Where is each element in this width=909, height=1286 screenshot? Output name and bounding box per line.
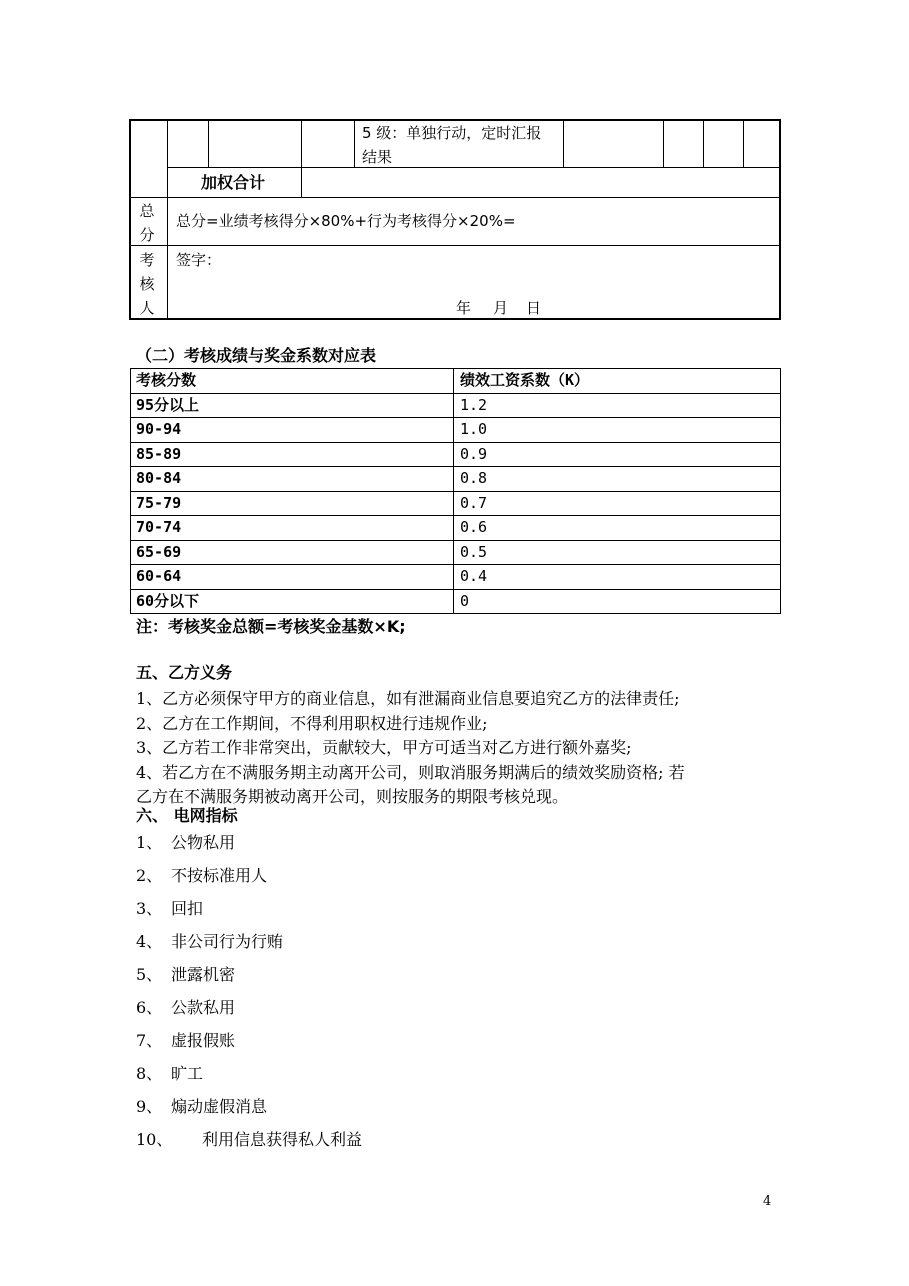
- coef-header-k: 绩效工资系数（K）: [460, 371, 590, 389]
- list-item-text: 虚报假账: [171, 1031, 236, 1050]
- list-item-text: 公物私用: [171, 833, 236, 852]
- date-month: 月: [493, 299, 509, 317]
- section5-title: 五、乙方义务: [136, 663, 233, 682]
- coef-cell-k: 1.0: [460, 420, 488, 438]
- coefficient-table-title: （二）考核成绩与奖金系数对应表: [136, 346, 377, 365]
- coef-cell-k: 0.8: [460, 469, 488, 487]
- list-item-number: 2、: [136, 866, 163, 885]
- coef-cell-score: 65-69: [136, 543, 182, 561]
- list-item-number: 3、: [136, 899, 163, 918]
- list-item-text: 旷工: [171, 1064, 204, 1083]
- section6-title: 六、 电网指标: [136, 806, 238, 825]
- obligation-line: 4、若乙方在不满服务期主动离开公司，则取消服务期满后的绩效奖励资格; 若: [136, 762, 685, 782]
- date-day: 日: [526, 299, 542, 317]
- coef-cell-k: 0.9: [460, 445, 488, 463]
- total-score-label: 总分: [139, 202, 155, 244]
- coef-cell-score: 95分以上: [136, 396, 200, 414]
- assessor-label: 考核人: [139, 251, 155, 317]
- list-item-number: 1、: [136, 833, 163, 852]
- coefficient-note: 注：考核奖金总额=考核奖金基数×K;: [136, 617, 406, 636]
- coef-cell-k: 0: [460, 592, 470, 610]
- coef-cell-score: 60分以下: [136, 592, 200, 610]
- coef-cell-score: 90-94: [136, 420, 182, 438]
- coef-cell-k: 0.6: [460, 518, 488, 536]
- list-item-number: 4、: [136, 932, 163, 951]
- list-item-number: 8、: [136, 1064, 163, 1083]
- list-item-number: 7、: [136, 1031, 163, 1050]
- signature-label: 签字：: [176, 251, 222, 269]
- page-number: 4: [763, 1194, 772, 1209]
- coef-cell-k: 1.2: [460, 396, 488, 414]
- coef-cell-k: 0.7: [460, 494, 488, 512]
- coef-cell-score: 70-74: [136, 518, 182, 536]
- list-item-number: 5、: [136, 965, 163, 984]
- date-year: 年: [456, 299, 472, 317]
- coef-cell-k: 0.5: [460, 543, 488, 561]
- list-item-text: 非公司行为行贿: [171, 932, 284, 951]
- coef-cell-k: 0.4: [460, 567, 488, 585]
- list-item-text: 泄露机密: [171, 965, 236, 984]
- obligation-line: 乙方在不满服务期被动离开公司，则按服务的期限考核兑现。: [136, 787, 569, 807]
- list-item-number: 6、: [136, 998, 163, 1017]
- obligation-line: 3、乙方若工作非常突出，贡献较大，甲方可适当对乙方进行额外嘉奖;: [136, 738, 632, 758]
- list-item-number: 9、: [136, 1097, 163, 1116]
- coef-cell-score: 75-79: [136, 494, 182, 512]
- total-score-formula: 总分=业绩考核得分×80%+行为考核得分×20%=: [176, 212, 516, 230]
- level5-description-line1: 5 级：单独行动，定时汇报: [362, 124, 542, 142]
- obligation-line: 2、乙方在工作期间，不得利用职权进行违规作业;: [136, 713, 488, 733]
- coef-cell-score: 85-89: [136, 445, 182, 463]
- obligation-line: 1、乙方必须保守甲方的商业信息，如有泄漏商业信息要追究乙方的法律责任;: [136, 689, 680, 708]
- level5-description-line2: 结果: [362, 148, 393, 166]
- list-item-text: 煽动虚假消息: [171, 1097, 268, 1116]
- coef-cell-score: 80-84: [136, 469, 182, 487]
- list-item-text: 回扣: [171, 899, 204, 918]
- list-item-text: 利用信息获得私人利益: [202, 1130, 363, 1149]
- list-item-number: 10、: [136, 1130, 173, 1149]
- list-item-text: 不按标准用人: [171, 866, 268, 885]
- coef-header-score: 考核分数: [136, 371, 197, 389]
- weighted-total-label: 加权合计: [201, 173, 266, 192]
- coefficient-table: [130, 368, 780, 613]
- list-item-text: 公款私用: [171, 998, 236, 1017]
- coef-cell-score: 60-64: [136, 567, 182, 585]
